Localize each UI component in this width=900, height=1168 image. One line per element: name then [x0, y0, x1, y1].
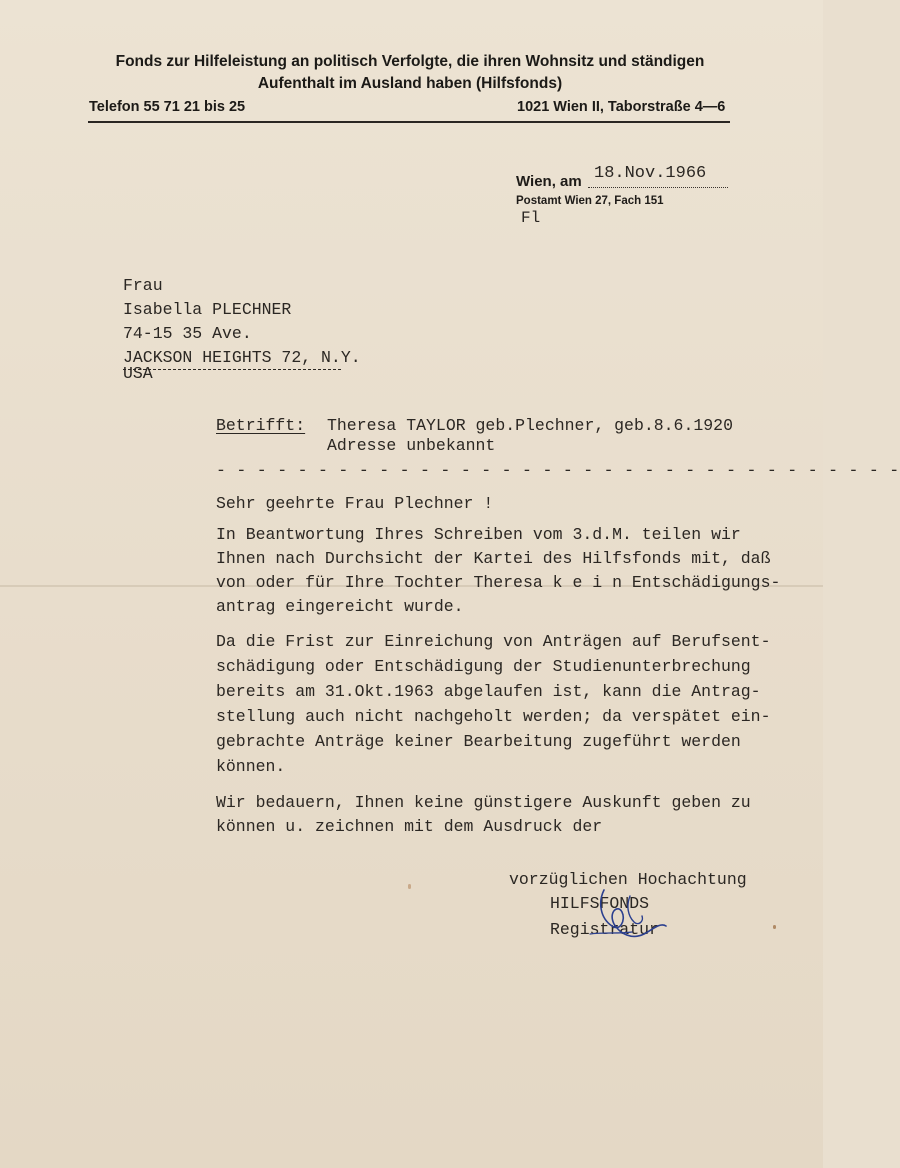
paragraph2-line: können. [216, 757, 286, 776]
recipient-city-underline [123, 369, 341, 370]
subject-label: Betrifft: [216, 416, 306, 435]
handwritten-signature [560, 882, 680, 952]
paragraph1-line: von oder für Ihre Tochter Theresa k e i n Entschädigungs- [216, 573, 781, 592]
paragraph2-line: Da die Frist zur Einreichung von Anträgen auf Berufsent- [216, 632, 771, 651]
subject-line1: Theresa TAYLOR geb.Plechner, geb.8.6.1920 [327, 416, 733, 435]
paragraph1-line: In Beantwortung Ihres Schreiben vom 3.d.M. teilen wir [216, 525, 741, 544]
closing-regards: vorzüglichen Hochachtung [509, 870, 747, 889]
recipient-country: USA [123, 364, 153, 383]
paragraph2-line: bereits am 31.Okt.1963 abgelaufen ist, kann die Antrag- [216, 682, 761, 701]
separator-line: - - - - - - - - - - - - - - - - - - - - - - - - - - - - - - - - - - [216, 461, 900, 480]
closing-organisation: HILFSFONDS [550, 894, 650, 913]
letterhead-org-line2: Aufenthalt im Ausland haben (Hilfsfonds) [257, 75, 563, 92]
recipient-street: 74-15 35 Ave. [123, 324, 252, 343]
paragraph3-line: Wir bedauern, Ihnen keine günstigere Auskunft geben zu [216, 793, 751, 812]
dateline-date: 18.Nov.1966 [594, 164, 707, 183]
dateline-reference: Fl [521, 209, 541, 227]
paragraph2-line: stellung auch nicht nachgeholt werden; da verspätet ein- [216, 707, 771, 726]
recipient-name: Isabella PLECHNER [123, 300, 292, 319]
paragraph1-line: Ihnen nach Durchsicht der Kartei des Hilfsfonds mit, daß [216, 549, 771, 568]
recipient-title: Frau [123, 276, 163, 295]
subject-line2: Adresse unbekannt [327, 436, 496, 455]
paper-speck [408, 884, 411, 889]
paragraph1-line: antrag eingereicht wurde. [216, 597, 464, 616]
letterhead-address: 1021 Wien II, Taborstraße 4—6 [517, 99, 726, 115]
dateline-place-label: Wien, am [516, 173, 582, 190]
closing-department: Registratur [550, 920, 659, 939]
letterhead-org-line1: Fonds zur Hilfeleistung an politisch Verfolgte, die ihren Wohnsitz und ständigen [115, 53, 705, 70]
letterhead-phone: Telefon 55 71 21 bis 25 [89, 99, 246, 115]
paper-speck [773, 925, 776, 929]
paragraph3-line: können u. zeichnen mit dem Ausdruck der [216, 817, 603, 836]
dateline-date-underline [588, 187, 728, 188]
dateline-postamt: Postamt Wien 27, Fach 151 [516, 195, 664, 207]
paragraph2-line: schädigung oder Entschädigung der Studienunterbrechung [216, 657, 751, 676]
letterhead-rule [88, 121, 730, 123]
paragraph2-line: gebrachte Anträge keiner Bearbeitung zugeführt werden [216, 732, 741, 751]
recipient-city: JACKSON HEIGHTS 72, N.Y. [123, 348, 361, 367]
greeting: Sehr geehrte Frau Plechner ! [216, 494, 494, 513]
